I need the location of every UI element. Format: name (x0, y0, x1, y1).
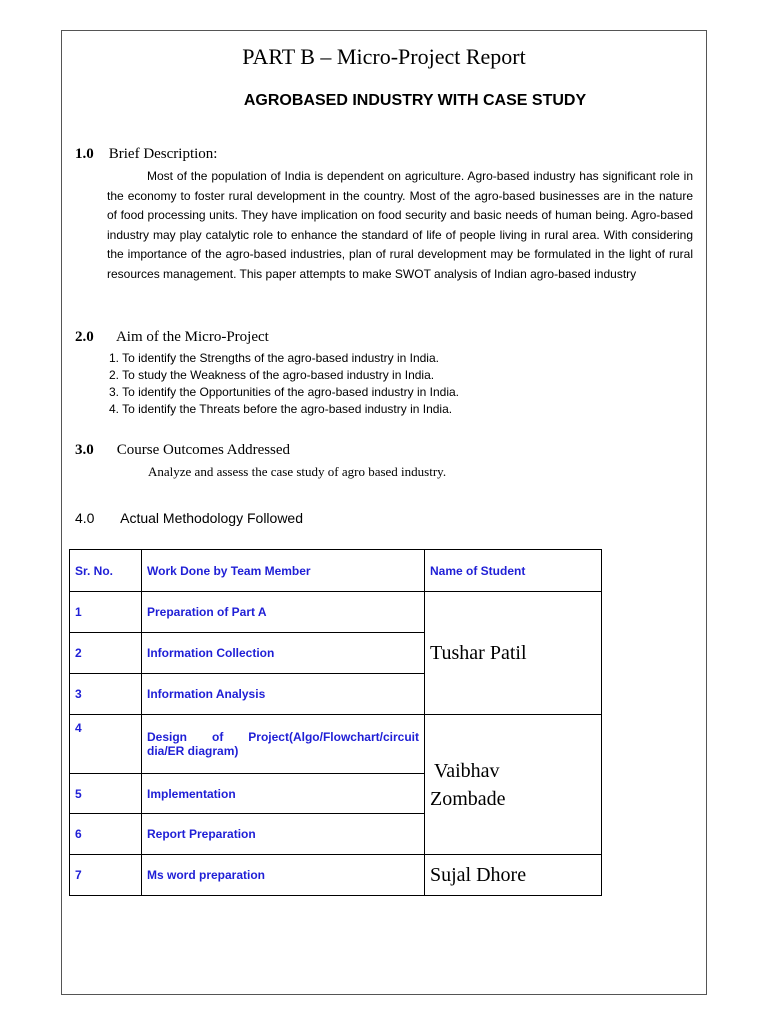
table-header-row (70, 550, 602, 592)
section-aim-heading (75, 329, 269, 346)
student-name: Tushar Patil (425, 592, 602, 715)
row-work (142, 715, 425, 774)
row-work: Information Collection (142, 633, 425, 674)
aim-item: 2. To study the Weakness of the agro-based industry in India. (109, 368, 435, 382)
row-sr: 2 (70, 633, 142, 674)
section-title: Brief Description: (108, 146, 218, 162)
aim-item: 1. To identify the Strengths of the agro-based industry in India. (109, 351, 439, 365)
section-number: 3.0 (75, 442, 94, 458)
section-number: 2.0 (75, 329, 94, 345)
row-sr: 1 (70, 592, 142, 633)
page-title: PART B – Micro-Project Report (242, 44, 526, 69)
methodology-table (69, 549, 602, 896)
row-sr: 7 (70, 855, 142, 896)
row-work-line: Design of Project(Algo/Flowchart/circuit (147, 730, 419, 744)
brief-description-text: Most of the population of India is dependent on agriculture. Agro-based industry has significant role in the economy to foster rural development in the country. Most of the agro-based businesses are in the nature of food processing units. They have implication on food security and basic needs of human being. Agro-based industry may play catalytic role to enhance the standard of life of people living in rural area. With considering the importance of the agro-based industries, plan of rural development may be formulated in the light of rural resources management. This paper attempts to make SWOT analysis of Indian agro-based industry (107, 169, 693, 281)
row-sr: 4 (70, 715, 142, 774)
aim-item: 4. To identify the Threats before the agro-based industry in India. (109, 402, 453, 416)
section-title: Actual Methodology Followed (120, 510, 304, 526)
aim-list (109, 350, 459, 418)
row-work: Report Preparation (142, 814, 425, 855)
section-outcomes-heading (75, 442, 290, 459)
row-sr: 3 (70, 674, 142, 715)
student-name-line: Vaibhav (434, 759, 500, 782)
table-row (70, 592, 602, 633)
column-header-work: Work Done by Team Member (142, 550, 425, 592)
table-row (70, 715, 602, 774)
section-title: Course Outcomes Addressed (116, 442, 291, 458)
row-work: Preparation of Part A (142, 592, 425, 633)
table-row (70, 855, 602, 896)
row-work: Ms word preparation (142, 855, 425, 896)
student-name (425, 715, 602, 855)
course-outcome-text: Analyze and assess the case study of agro based industry. (148, 464, 447, 479)
row-work-line: dia/ER diagram) (147, 744, 239, 758)
column-header-sr: Sr. No. (70, 550, 142, 592)
row-sr: 6 (70, 814, 142, 855)
report-subtitle: AGROBASED INDUSTRY WITH CASE STUDY (243, 92, 587, 109)
student-name: Sujal Dhore (425, 855, 602, 896)
section-methodology-heading (75, 510, 303, 526)
section-number: 1.0 (75, 146, 94, 162)
column-header-student: Name of Student (425, 550, 602, 592)
row-work: Information Analysis (142, 674, 425, 715)
row-work: Implementation (142, 774, 425, 814)
row-sr: 5 (70, 774, 142, 814)
student-name-line: Zombade (430, 787, 506, 810)
aim-item: 3. To identify the Opportunities of the agro-based industry in India. (109, 385, 459, 399)
section-brief-heading (75, 146, 217, 163)
section-title: Aim of the Micro-Project (115, 329, 269, 345)
section-number: 4.0 (75, 510, 95, 526)
